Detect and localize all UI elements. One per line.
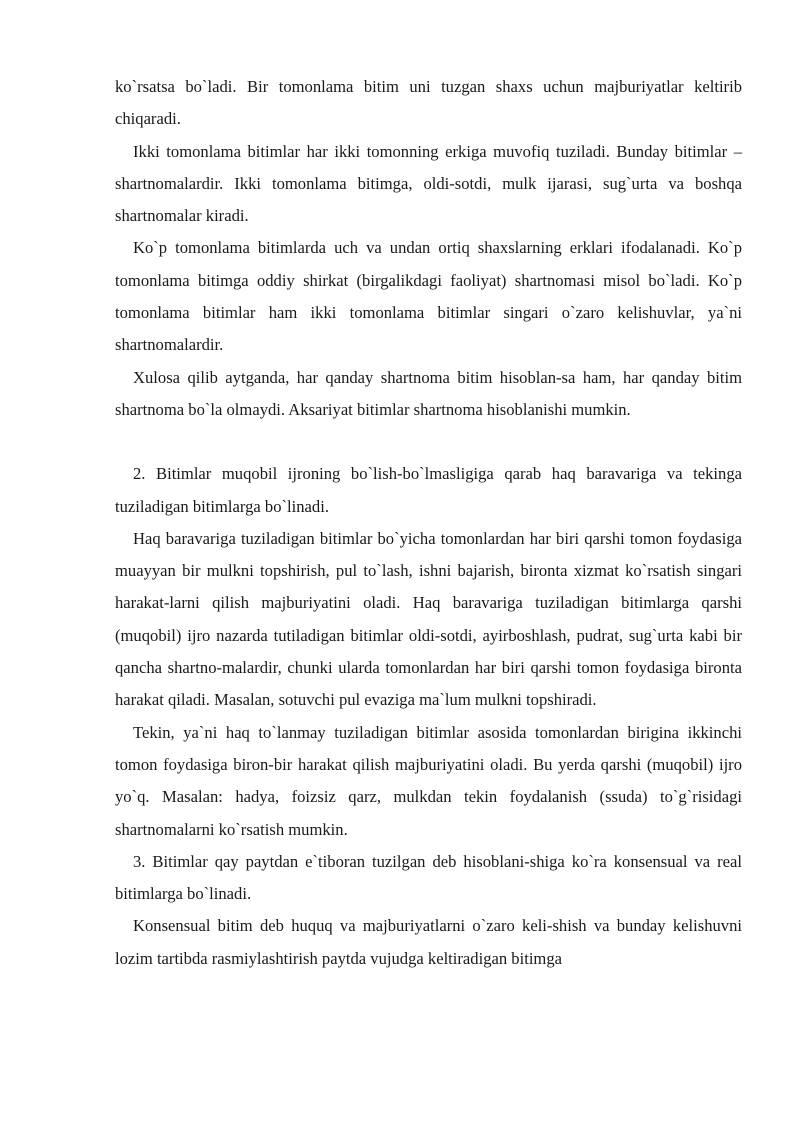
paragraph-paid-deals: Haq baravariga tuziladigan bitimlar bo`yicha tomonlardan har biri qarshi tomon foydasiga muayyan bir mulkni topshirish, pul to`lash, ishni bajarish, bironta xizmat ko`rsatish singari harakat-larni qilish majburiyatini oladi. Haq baravariga tuziladigan bitimlarga qarshi (muqobil) ijro nazarda tutiladigan bitimlar oldi-sotdi, ayirboshlash, pudrat, sug`urta kabi bir qancha shartno-malardir, chunki ularda tomonlardan har biri qarshi tomon foydasiga bironta harakat qiladi. Masalan, sotuvchi pul evaziga ma`lum mulkni topshiradi. [115,528,742,710]
paragraph-consensual-deals: Konsensual bitim deb huquq va majburiyatlarni o`zaro keli-shish va bunday kelishuvni lozim tartibda rasmiylashtirish paytda vujudga keltiradigan bitimga [115,916,742,968]
paragraph-free-deals: Tekin, ya`ni haq to`lanmay tuziladigan bitimlar asosida tomonlardan birigina ikkinchi tomon foydasiga biron-bir harakat qilish majburiyatini oladi. Bu yerda qarshi (muqobil) ijro yo`q. Masalan: hadya, foizsiz qarz, mulkdan tekin foydalanish (ssuda) to`g`risidagi shartnomalarni ko`rsatish mumkin. [115,722,742,839]
paragraph-multilateral-deals: Ko`p tomonlama bitimlarda uch va undan ortiq shaxslarning erklari ifodalanadi. Ko`p tomonlama bitimga oddiy shirkat (birgalikdagi faoliyat) shartnomasi misol bo`ladi. Ko`p tomonlama bitimlar ham ikki tomonlama bitimlar singari o`zaro kelishuvlar, ya`ni shartnomalardir. [115,238,742,355]
paragraph-section-2: 2. Bitimlar muqobil ijroning bo`lish-bo`lmasligiga qarab haq baravariga va tekinga tuziladigan bitimlarga bo`linadi. [115,464,742,516]
paragraph-bilateral-deals: Ikki tomonlama bitimlar har ikki tomonning erkiga muvofiq tuziladi. Bunday bitimlar – shartnomalardir. Ikki tomonlama bitimga, oldi-sotdi, mulk ijarasi, sug`urta va boshqa shartnomalar kiradi. [115,141,742,226]
paragraph-section-3: 3. Bitimlar qay paytdan e`tiboran tuzilgan deb hisoblani-shiga ko`ra konsensual va real bitimlarga bo`linadi. [115,851,742,904]
paragraph-continuation: ko`rsatsa bo`ladi. Bir tomonlama bitim uni tuzgan shaxs uchun majburiyatlar keltirib chiqaradi. [115,77,742,129]
document-page [115,71,742,975]
paragraph-conclusion: Xulosa qilib aytganda, har qanday shartnoma bitim hisoblan-sa ham, har qanday bitim shartnoma bo`la olmaydi. Aksariyat bitimlar shartnoma hisoblanishi mumkin. [115,367,742,419]
